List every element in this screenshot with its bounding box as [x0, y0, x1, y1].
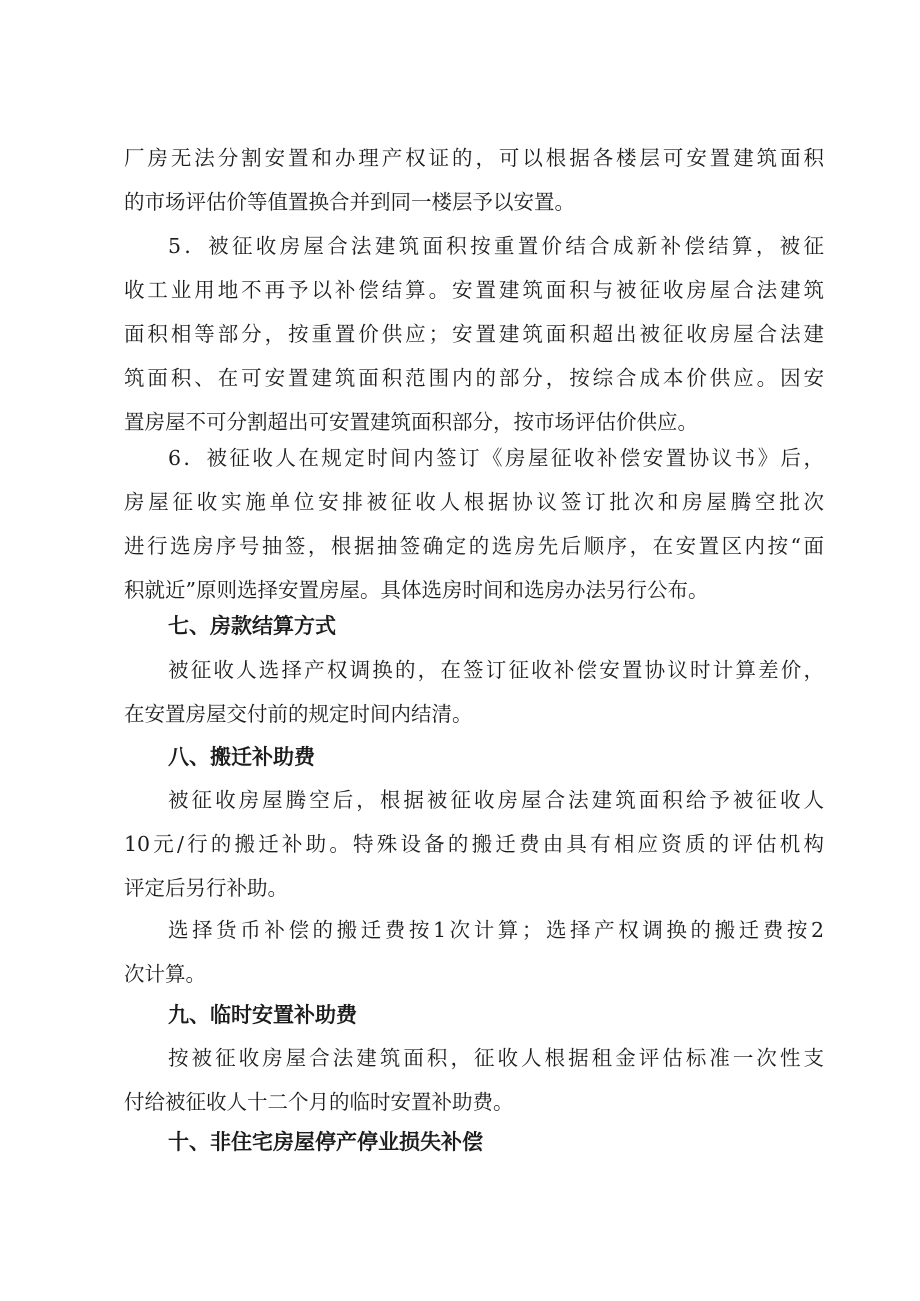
text-line: 面积相等部分，按重置价供应；安置建筑面积超出被征收房屋合法建	[124, 322, 824, 346]
text-line: 付给被征收人十二个月的临时安置补助费。	[124, 1090, 514, 1114]
section-heading-10: 十、非住宅房屋停产停业损失补偿	[168, 1130, 483, 1154]
section-heading-7: 七、房款结算方式	[168, 614, 336, 638]
text-line: 房屋征收实施单位安排被征收人根据协议签订批次和房屋腾空批次	[124, 490, 824, 514]
paragraph-payment-settlement	[124, 648, 824, 736]
section-heading-9: 九、临时安置补助费	[168, 1003, 357, 1027]
text-line: 10元/行的搬迁补助。特殊设备的搬迁费由具有相应资质的评估机构	[124, 832, 824, 856]
paragraph-relocation-count	[124, 908, 824, 996]
text-line: 选择货币补偿的搬迁费按1次计算；选择产权调换的搬迁费按2	[168, 918, 824, 942]
text-line: 筑面积、在可安置建筑面积范围内的部分，按综合成本价供应。因安	[124, 366, 824, 390]
section-heading-8: 八、搬迁补助费	[168, 745, 315, 769]
paragraph-relocation-subsidy	[124, 778, 824, 910]
text-line: 厂房无法分割安置和办理产权证的，可以根据各楼层可安置建筑面积	[124, 146, 824, 170]
text-line: 收工业用地不再予以补偿结算。安置建筑面积与被征收房屋合法建筑	[124, 278, 824, 302]
text-line: 6．被征收人在规定时间内签订《房屋征收补偿安置协议书》后，	[168, 446, 824, 470]
text-line: 评定后另行补助。	[124, 876, 288, 900]
paragraph-item-5	[124, 224, 824, 444]
text-line: 被征收人选择产权调换的，在签订征收补偿安置协议时计算差价，	[168, 658, 824, 682]
text-line: 被征收房屋腾空后，根据被征收房屋合法建筑面积给予被征收人	[168, 788, 824, 812]
paragraph-item-6	[124, 436, 824, 612]
paragraph-factory-resettlement	[124, 136, 824, 224]
text-line: 的市场评估价等值置换合并到同一楼层予以安置。	[124, 190, 575, 214]
text-line: 次计算。	[124, 962, 206, 986]
text-line: 5．被征收房屋合法建筑面积按重置价结合成新补偿结算，被征	[168, 234, 824, 258]
text-line: 在安置房屋交付前的规定时间内结清。	[124, 702, 473, 726]
text-line: 按被征收房屋合法建筑面积，征收人根据租金评估标准一次性支	[168, 1046, 824, 1070]
text-line: 置房屋不可分割超出可安置建筑面积部分，按市场评估价供应。	[124, 410, 698, 434]
paragraph-temporary-subsidy	[124, 1036, 824, 1124]
text-line: 进行选房序号抽签，根据抽签确定的选房先后顺序，在安置区内按“面	[124, 534, 824, 558]
text-line: 积就近”原则选择安置房屋。具体选房时间和选房办法另行公布。	[124, 578, 709, 602]
